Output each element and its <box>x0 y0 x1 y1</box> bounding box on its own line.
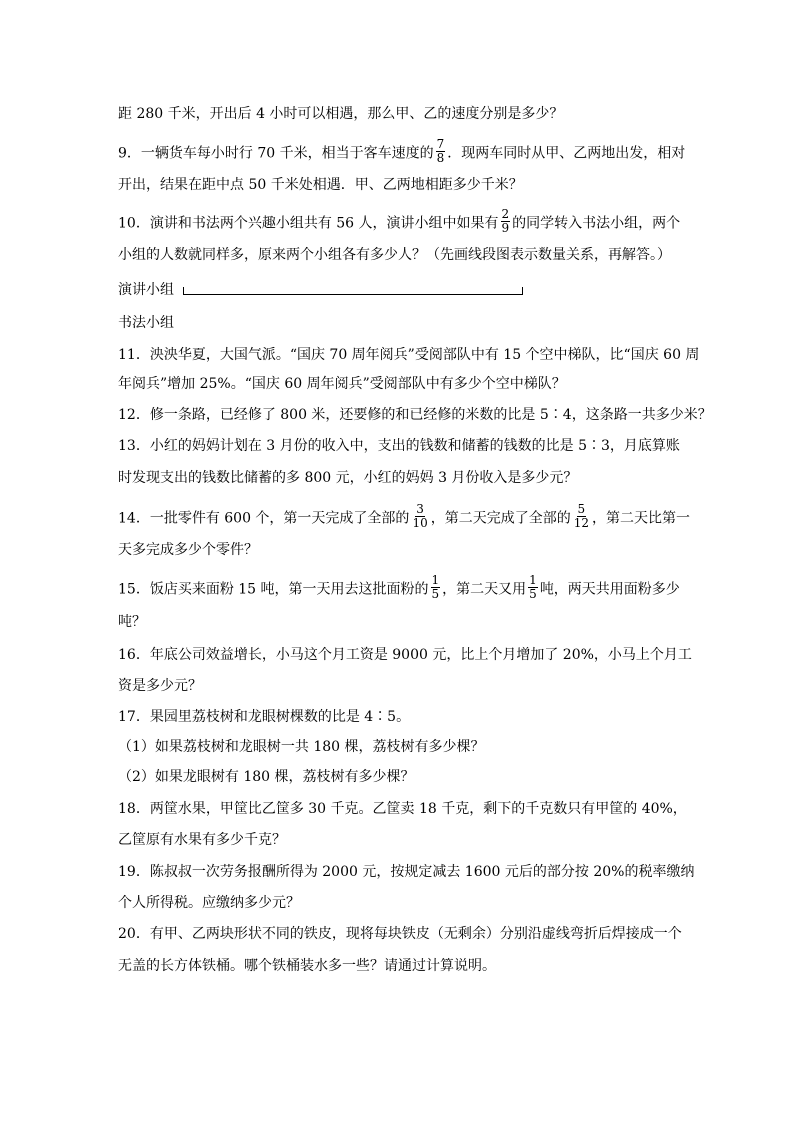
question-17-part-1 <box>118 737 485 757</box>
fraction <box>436 138 446 165</box>
question-13 <box>118 436 680 456</box>
line-text: 15．饭店买来面粉 15 吨，第一天用去这批面粉的 <box>118 581 429 598</box>
question-19 <box>118 862 694 882</box>
line-text: 年阅兵”增加 25%。“国庆 60 周年阅兵”受阅部队中有多少个空中梯队？ <box>118 376 566 392</box>
line-text: ，第二天完成了全部的 <box>430 510 571 527</box>
line-text: 资是多少元？ <box>118 678 202 694</box>
question-9 <box>118 137 686 167</box>
line-text: 10．演讲和书法两个兴趣小组共有 56 人，演讲小组中如果有 <box>118 215 499 232</box>
text-line <box>118 540 258 560</box>
text-line <box>118 104 563 124</box>
text-line <box>118 676 202 696</box>
fraction <box>411 503 428 530</box>
fraction-numerator: 3 <box>416 502 424 516</box>
fraction <box>528 574 538 601</box>
line-text: 书法小组 <box>118 315 174 331</box>
line-segment-diagram <box>183 287 523 295</box>
fraction-numerator: 7 <box>436 137 445 151</box>
line-text: 无盖的长方体铁桶。哪个铁桶装水多一些？请通过计算说明。 <box>118 958 496 974</box>
text-line <box>118 175 523 195</box>
line-text: 18．两筐水果，甲筐比乙筐多 30 千克。乙筐卖 18 千克，剩下的千克数只有甲筐的 40%， <box>118 801 687 817</box>
line-text: 16．年底公司效益增长，小马这个月工资是 9000 元，比上个月增加了 20%，小马上个月工 <box>118 647 692 663</box>
line-text: 19．陈叔叔一次劳务报酬所得为 2000 元，按规定减去 1600 元后的部分按 20%的税率缴纳 <box>118 864 695 880</box>
line-text: 小组的人数就同样多，原来两个小组各有多少人？（先画线段图表示数量关系，再解答。） <box>118 247 671 263</box>
question-15 <box>118 573 680 603</box>
fraction-denominator: 5 <box>431 587 440 601</box>
label-calligraphy-group <box>118 313 174 333</box>
line-text: ，第二天又用 <box>442 581 527 598</box>
fraction-denominator: 5 <box>529 587 537 601</box>
line-text: 9．一辆货车每小时行 70 千米，相当于客车速度的 <box>118 145 434 162</box>
text-line <box>118 468 577 488</box>
line-text: 天多完成多少个零件？ <box>118 542 258 558</box>
line-text: （2）如果龙眼树有 180 棵，荔枝树有多少棵？ <box>118 769 415 785</box>
question-14 <box>118 502 690 532</box>
line-text: 开出，结果在距中点 50 千米处相遇．甲、乙两地相距多少千米？ <box>118 177 523 193</box>
line-text: 个人所得税。应缴纳多少元？ <box>118 895 300 911</box>
fraction-numerator: 5 <box>577 502 586 516</box>
label-speech-group <box>118 280 174 300</box>
line-text: 乙筐原有水果有多少千克？ <box>118 832 286 848</box>
line-text: 12．修一条路，已经修了 800 米，还要修的和已经修的米数的比是 5∶4，这条路一共多少米？ <box>118 407 712 423</box>
line-text: 11．泱泱华夏，大国气派。“国庆 70 周年阅兵”受阅部队中有 15 个空中梯队，比“国庆 60 周 <box>118 347 700 363</box>
question-16 <box>118 645 692 665</box>
question-17-part-2 <box>118 767 415 787</box>
line-text: 17．果园里荔枝树和龙眼树棵数的比是 4∶5。 <box>118 709 411 725</box>
question-17 <box>118 707 410 727</box>
fraction-numerator: 1 <box>529 573 537 587</box>
fraction-numerator: 2 <box>501 207 510 221</box>
line-text: ，第二天比第一 <box>592 510 690 527</box>
text-line <box>118 893 300 913</box>
question-18 <box>118 799 687 819</box>
text-line <box>118 374 566 394</box>
line-text: ．现两车同时从甲、乙两地出发，相对 <box>447 145 686 162</box>
line-text: 的同学转入书法小组，两个 <box>512 215 681 232</box>
question-10 <box>118 207 681 237</box>
line-text: 20．有甲、乙两块形状不同的铁皮，现将每块铁皮（无剩余）分别沿虚线弯折后焊接成一个 <box>118 926 682 942</box>
line-text: 吨？ <box>118 614 146 630</box>
fraction-denominator: 8 <box>436 151 445 165</box>
line-text: 演讲小组 <box>118 282 174 298</box>
question-11 <box>118 345 699 365</box>
question-12 <box>118 405 712 425</box>
fraction-numerator: 1 <box>431 573 440 587</box>
fraction-denominator: 9 <box>501 221 510 235</box>
question-20 <box>118 924 682 944</box>
line-text: 时发现支出的钱数比储蓄的多 800 元，小红的妈妈 3 月份收入是多少元？ <box>118 470 578 486</box>
text-line <box>118 830 286 850</box>
line-text: （1）如果荔枝树和龙眼树一共 180 棵，荔枝树有多少棵？ <box>118 739 485 755</box>
fraction-denominator: 10 <box>412 516 428 530</box>
line-text: 13．小红的妈妈计划在 3 月份的收入中，支出的钱数和储蓄的钱数的比是 5∶3，月底算账 <box>118 438 680 454</box>
text-line <box>118 245 671 265</box>
line-text: 吨，两天共用面粉多少 <box>539 581 680 598</box>
text-line <box>118 956 496 976</box>
fraction <box>431 574 441 601</box>
fraction <box>573 503 590 530</box>
fraction-denominator: 12 <box>573 516 589 530</box>
line-text: 14．一批零件有 600 个，第一天完成了全部的 <box>118 510 410 527</box>
fraction <box>501 208 511 235</box>
text-line <box>118 612 146 632</box>
line-text: 距 280 千米，开出后 4 小时可以相遇，那么甲、乙的速度分别是多少？ <box>118 106 564 122</box>
